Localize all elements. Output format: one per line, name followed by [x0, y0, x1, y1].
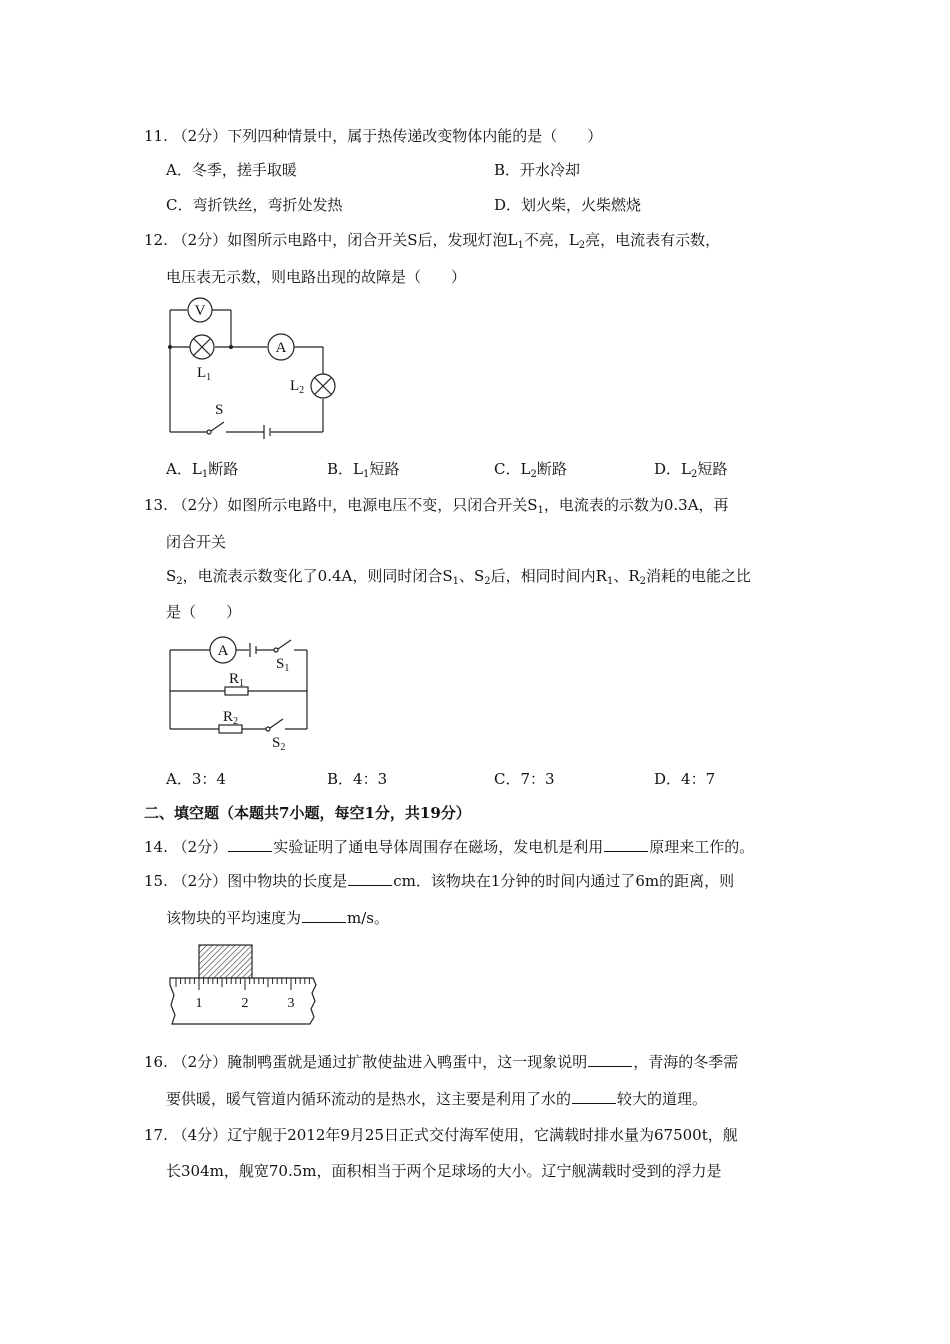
option-label: A． [166, 770, 192, 788]
question-text: 原理来工作的。 [649, 838, 755, 856]
switch-s1-contact [274, 648, 278, 652]
question-text: 实验证明了通电导体周围存在磁场，发电机是利用 [273, 838, 604, 856]
question-text: 如图所示电路中，闭合开关S后，发现灯泡L [227, 231, 518, 249]
option-text: L [191, 460, 202, 478]
question-text: m/s。 [347, 909, 389, 927]
option-text: 4：7 [681, 770, 716, 788]
question-number: 14. [144, 838, 168, 856]
question-15 [144, 871, 734, 891]
question-text: 腌制鸭蛋就是通过扩散使盐进入鸭蛋中，这一现象说明 [227, 1053, 588, 1071]
question-text: cm．该物块在1分钟的时间内通过了6m的距离，则 [393, 872, 735, 890]
question-text: 图中物块的长度是 [227, 872, 348, 890]
resistor-r1-label: $R_1$ [229, 671, 245, 689]
option-text: L [353, 460, 363, 478]
question-15-line2 [166, 908, 389, 928]
question-12-stem-line2: 电压表无示数，则电路出现的故障是（ ） [166, 268, 467, 286]
switch-contact [207, 430, 211, 434]
block-object [199, 945, 252, 978]
question-text: 、R [613, 567, 640, 585]
option-label: D． [654, 770, 682, 788]
option-text: 弯折铁丝，弯折处发热 [192, 196, 343, 214]
question-12-stem [144, 230, 720, 250]
option-text: 断路 [208, 460, 239, 478]
switch-s2-lever [270, 719, 283, 728]
q12-circuit-diagram [160, 295, 350, 445]
question-text: 亮，电流表有示数， [585, 231, 721, 249]
junction-dot [168, 345, 172, 349]
question-17-line2: 长304m，舰宽70.5m，面积相当于两个足球场的大小。辽宁舰满载时受到的浮力是 [166, 1162, 722, 1180]
question-text: 该物块的平均速度为 [166, 909, 302, 927]
resistor-r2-label: $R_2$ [223, 709, 239, 727]
q11-option-c[interactable] [166, 195, 343, 215]
question-number: 13. [144, 496, 168, 514]
question-score: （2分） [172, 872, 228, 890]
subscript: 2 [176, 576, 183, 587]
option-label: B． [327, 770, 354, 788]
resistor-r2-symbol [219, 725, 242, 733]
question-text: 如图所示电路中，电源电压不变，只闭合开关S [227, 496, 538, 514]
question-score: （2分） [172, 127, 228, 145]
ruler-label: 2 [241, 996, 249, 1011]
switch-s1-lever [278, 640, 291, 649]
q11-option-b[interactable] [494, 160, 580, 180]
question-number: 17. [144, 1126, 168, 1144]
question-16-line2 [166, 1089, 707, 1109]
ruler-label: 1 [195, 996, 203, 1011]
question-13-line3 [166, 566, 751, 586]
q15-ruler-diagram [160, 935, 330, 1035]
q13-circuit-diagram [160, 630, 320, 755]
question-text: ，电流表示数变化了0.4A，则同时闭合S [182, 567, 453, 585]
option-label: C． [494, 460, 521, 478]
question-number: 15. [144, 872, 168, 890]
q12-option-b[interactable] [327, 459, 399, 479]
question-13-stem [144, 495, 729, 515]
question-number: 16. [144, 1053, 168, 1071]
option-label: C． [166, 196, 193, 214]
ruler-label: 3 [287, 996, 295, 1011]
question-13-line4: 是（ ） [166, 603, 242, 621]
question-11-stem [144, 126, 602, 146]
q13-option-d[interactable] [654, 769, 715, 789]
question-text: 不亮，L [523, 231, 579, 249]
subscript: 1 [537, 505, 544, 516]
option-text: 冬季，搓手取暖 [191, 161, 297, 179]
question-14 [144, 837, 754, 857]
option-label: D． [494, 196, 522, 214]
option-text: 短路 [697, 460, 728, 478]
subscript: 1 [201, 469, 209, 480]
voltmeter-label: V [194, 303, 206, 319]
ammeter-label: A [217, 643, 229, 659]
answer-blank[interactable] [302, 908, 346, 923]
q13-option-b[interactable] [327, 769, 387, 789]
subscript: 2 [530, 469, 537, 480]
subscript: 2 [639, 576, 646, 587]
question-17 [144, 1125, 738, 1145]
subscript: 2 [578, 240, 586, 251]
option-text: 断路 [536, 460, 567, 478]
subscript: 2 [484, 576, 491, 587]
junction-dot [229, 345, 233, 349]
q11-option-a[interactable] [166, 160, 297, 180]
subscript: 1 [363, 469, 370, 480]
q13-option-c[interactable] [494, 769, 555, 789]
switch-label: S [215, 402, 224, 418]
q12-option-a[interactable] [166, 459, 238, 479]
answer-blank[interactable] [588, 1052, 632, 1067]
option-text: 划火柴，火柴燃烧 [521, 196, 642, 214]
question-number: 12. [144, 231, 168, 249]
q11-option-d[interactable] [494, 195, 641, 215]
question-text: 下列四种情景中，属于热传递改变物体内能的是（ ） [227, 127, 603, 145]
question-score: （2分） [172, 496, 228, 514]
option-label: A． [166, 161, 192, 179]
subscript: 1 [606, 576, 614, 587]
q13-option-a[interactable] [166, 769, 226, 789]
option-text: 短路 [369, 460, 400, 478]
resistor-r1-symbol [225, 687, 248, 695]
lamp-l1-label: $L_1$ [197, 365, 212, 383]
switch-s2-label: $S_2$ [272, 735, 286, 753]
switch-s2-contact [266, 727, 270, 731]
question-text: ，青海的冬季需 [633, 1053, 739, 1071]
question-number: 11. [144, 127, 168, 145]
option-label: C． [494, 770, 521, 788]
question-score: （4分） [172, 1126, 228, 1144]
option-text: 7：3 [520, 770, 555, 788]
option-label: B． [494, 161, 521, 179]
question-text: 辽宁舰于2012年9月25日正式交付海军使用，它满载时排水量为67500t，舰 [227, 1126, 738, 1144]
lamp-l2-label: $L_2$ [290, 378, 305, 396]
subscript: 1 [452, 576, 459, 587]
question-text: 、S [459, 567, 485, 585]
answer-blank[interactable] [228, 837, 272, 852]
option-text: 4：3 [353, 770, 388, 788]
answer-blank[interactable] [572, 1089, 616, 1104]
question-text: ，电流表的示数为0.3A，再 [543, 496, 729, 514]
option-label: B． [327, 460, 354, 478]
answer-blank[interactable] [348, 871, 392, 886]
subscript: 1 [517, 240, 524, 251]
option-text: L [681, 460, 691, 478]
option-label: A． [166, 460, 192, 478]
option-text: L [520, 460, 531, 478]
section-heading-fill-in: 二、填空题（本题共7小题，每空1分，共19分） [144, 804, 471, 822]
switch-s1-label: $S_1$ [276, 656, 290, 674]
option-text: 开水冷却 [520, 161, 581, 179]
question-text: 要供暖，暖气管道内循环流动的是热水，这主要是利用了水的 [166, 1090, 572, 1108]
question-text: S [166, 567, 177, 585]
question-text: 消耗的电能之比 [646, 567, 752, 585]
question-13-line2: 闭合开关 [166, 533, 227, 551]
ammeter-label: A [275, 340, 287, 356]
question-score: （2分） [172, 231, 228, 249]
question-score: （2分） [172, 838, 228, 856]
question-text: 较大的道理。 [617, 1090, 708, 1108]
option-text: 3：4 [191, 770, 226, 788]
question-16 [144, 1052, 738, 1072]
question-text: 后，相同时间内R [490, 567, 607, 585]
answer-blank[interactable] [604, 837, 648, 852]
option-label: D． [654, 460, 682, 478]
subscript: 2 [691, 469, 698, 480]
switch-lever [211, 422, 224, 431]
q12-option-c[interactable] [494, 459, 567, 479]
q12-option-d[interactable] [654, 459, 727, 479]
question-score: （2分） [172, 1053, 228, 1071]
